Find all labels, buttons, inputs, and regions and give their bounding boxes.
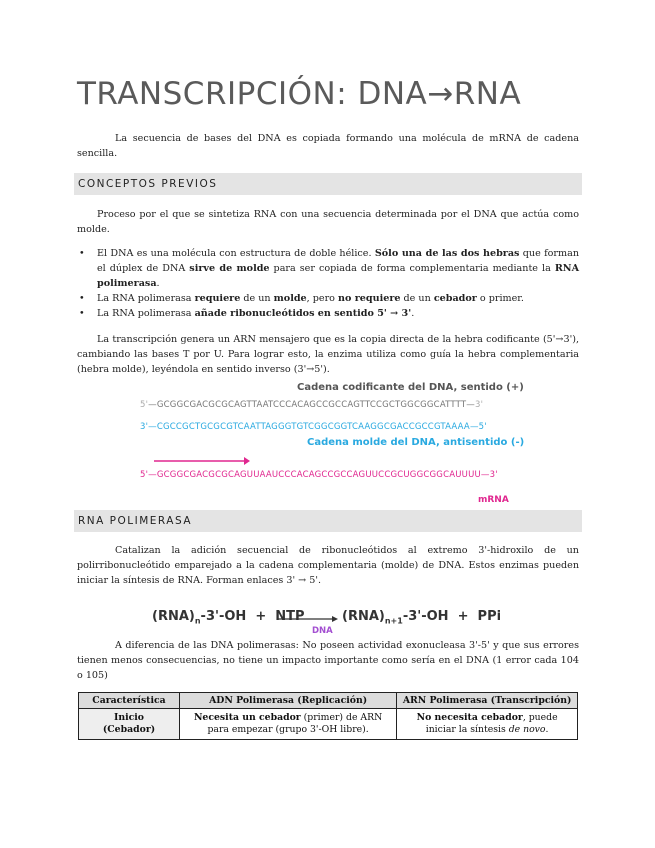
transcription-paragraph: La transcripción genera un ARN mensajero que es la copia directa de la hebra codificante (5'→3'), cambiando las bases T por U. Para lograr esto, la enzima utiliza como guía la hebra complementaria (hebra molde), leyéndola en sentido inverso (3'→5'). [77,334,579,375]
section-title: CONCEPTOS PREVIOS [78,178,218,190]
reaction-catalyst: DNA [312,626,333,636]
section-title: RNA POLIMERASA [78,515,193,527]
mrna-strand: 5'—GCGGCGACGCGCAGUUAAUCCCACAGCCGCCAGUUCCGCUGGCGGCAUUUU—3' [140,470,498,480]
list-item: • La RNA polimerasa requiere de un molde, pero no requiere de un cebador o primer. [79,293,524,304]
table-cell: Inicio (Cebador) [79,709,180,740]
bullet-icon: • [79,293,85,304]
comparison-paragraph: A diferencia de las DNA polimerasas: No poseen actividad exonucleasa 3'-5' y que sus errores tienen menos consecuencias, no tiene un impacto importante como sería en el DNA (1 error cada 104 o 105) [77,640,579,681]
page-title: TRANSCRIPCIÓN: DNA→RNA [77,76,522,112]
comparison-table [78,692,578,740]
conceptos-paragraph: Proceso por el que se sintetiza RNA con una secuencia determinada por el DNA que actúa como molde. [77,209,579,235]
section-header-rna-polimerasa [74,510,582,532]
transcription-figure [140,382,540,517]
arrow-right-icon [154,456,250,466]
bullet-icon: • [79,248,85,259]
template-strand: 3'—CGCCGCTGCGCGTCAATTAGGGTGTCGGCGGTCAAGGCGACCGCCGTAAAA—5' [140,422,487,432]
section-header-conceptos [74,173,582,195]
reaction-arrow-icon [278,615,338,623]
list-item: • El DNA es una molécula con estructura de doble hélice. Sólo una de las dos hebras que forman el dúplex de DNA sirve de molde para ser copiada de forma complementaria mediante la RNA polimerasa. [79,248,580,289]
concepts-list [77,246,579,321]
mrna-label: mRNA [478,495,509,505]
table-header: ARN Polimerasa (Transcripción) [397,693,578,709]
bullet-icon: • [79,308,85,319]
reaction-reactants: $(RNA)_n-3'-OH$ + NTP [152,609,305,626]
table-cell: Necesita un cebador (primer) de ARN para empezar (grupo 3'-OH libre). [180,709,397,740]
table-header: Característica [79,693,180,709]
reaction-equation [152,603,512,637]
coding-strand: 5'—GCGGCGACGCGCAGTTAATCCCACAGCCGCCAGTTCCGCTGGCGGCATTTT—3' [140,400,484,410]
template-strand-label: Cadena molde del DNA, antisentido (-) [307,437,525,448]
table-row [79,709,578,740]
coding-strand-label: Cadena codificante del DNA, sentido (+) [297,382,524,393]
table-cell: No necesita cebador, puede iniciar la síntesis de novo. [397,709,578,740]
list-item: • La RNA polimerasa añade ribonucleótidos en sentido 5' → 3'. [79,308,415,319]
table-header-row [79,693,578,709]
rna-pol-paragraph: Catalizan la adición secuencial de ribonucleótidos al extremo 3'-hidroxilo de un polirribonucleótido emparejado a la cadena complementaria (molde) de DNA. Estos enzimas pueden iniciar la síntesis de RNA. Forman enlaces 3' → 5'. [77,545,579,586]
table-header: ADN Polimerasa (Replicación) [180,693,397,709]
reaction-products: $(RNA)_{n+1}-3'-OH$ + PPi [342,609,502,626]
intro-paragraph: La secuencia de bases del DNA es copiada formando una molécula de mRNA de cadena sencilla. [77,133,579,159]
